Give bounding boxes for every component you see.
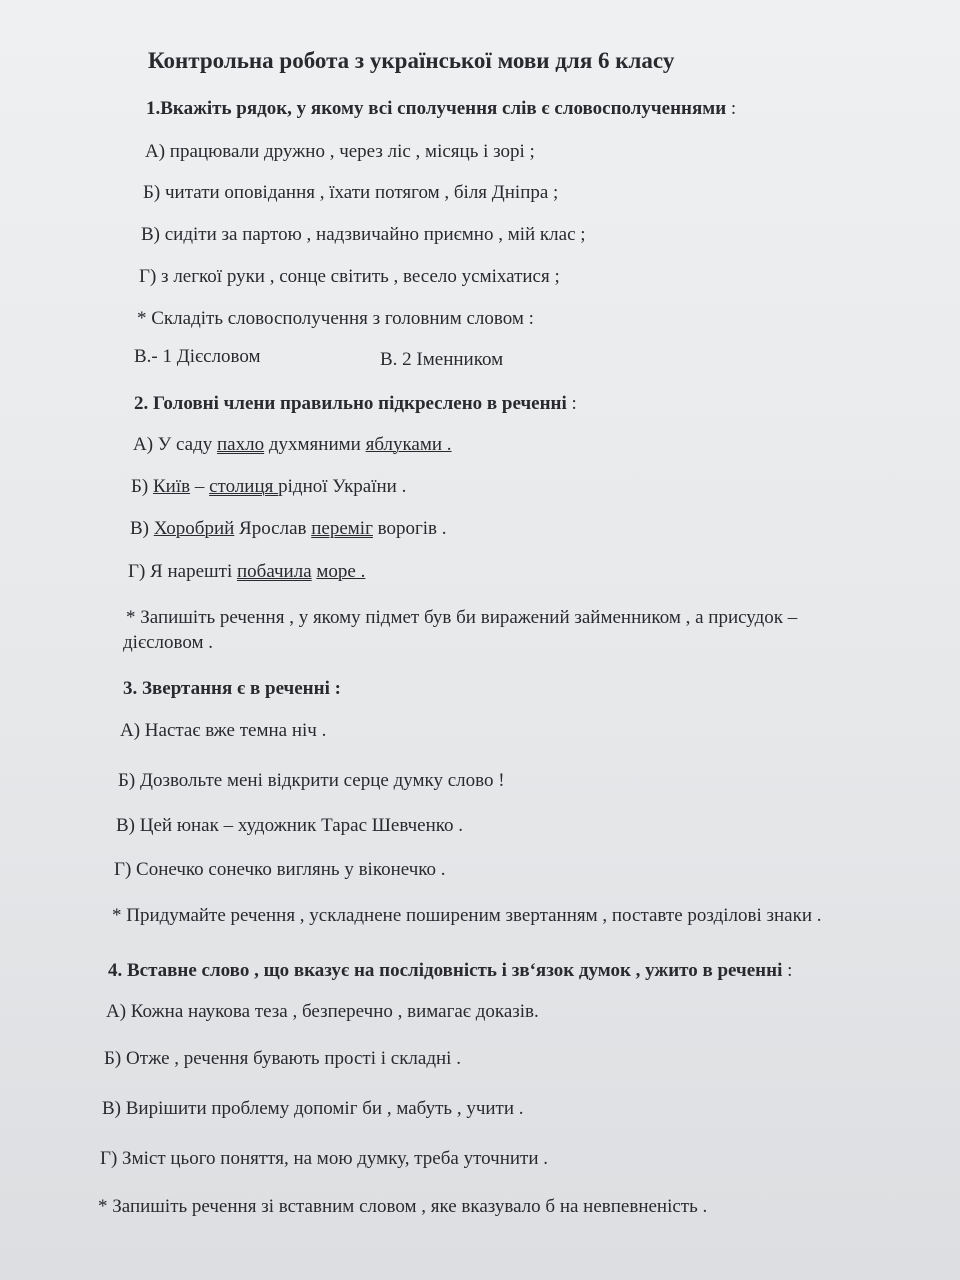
q2-task-line-1: * Запишіть речення , у якому підмет був би виражений займенником , а присудок –	[126, 607, 798, 628]
q2-d-underlined: море .	[316, 561, 366, 582]
q2-c-subject: Хоробрий	[153, 518, 235, 539]
q4-option-a: А) Кожна наукова теза , безперечно , вимагає доказів.	[106, 1001, 539, 1022]
q2-a-predicate: пахло	[217, 434, 265, 455]
q1-option-b: Б) читати оповідання , їхати потягом , біля Дніпра ;	[143, 182, 559, 203]
q4-option-c: В) Вирішити проблему допоміг би , мабуть , учити .	[102, 1098, 524, 1119]
q2-d-text-1: Г) Я нарешті	[128, 561, 237, 582]
q1-option-d: Г) з легкої руки , сонце світить , весело усміхатися ;	[139, 266, 560, 287]
q1-heading	[146, 98, 736, 120]
q2-b-predicate: столиця	[209, 476, 279, 497]
q1-variant-2: В. 2 Іменником	[380, 349, 504, 370]
q2-option-c	[130, 518, 447, 540]
q2-heading	[134, 393, 577, 415]
q2-a-underlined: яблуками .	[365, 434, 452, 455]
q3-option-a: А) Настає вже темна ніч .	[120, 720, 327, 741]
q3-option-c: В) Цей юнак – художник Тарас Шевченко .	[116, 815, 464, 836]
q2-b-text-1: Б)	[131, 476, 153, 497]
q2-option-a	[133, 434, 452, 456]
q2-b-text-3: рідної України .	[278, 476, 407, 497]
q4-heading	[108, 960, 792, 982]
q3-option-b: Б) Дозвольте мені відкрити серце думку слово !	[118, 770, 505, 791]
q3-option-d: Г) Сонечко сонечко виглянь у віконечко .	[114, 859, 446, 880]
q2-colon: :	[566, 393, 577, 414]
q3-task: * Придумайте речення , ускладнене поширеним звертанням , поставте розділові знаки .	[112, 905, 822, 926]
q2-a-text-2: духмяними	[264, 434, 366, 455]
q2-b-text-2: –	[190, 476, 210, 497]
q2-c-text-3: ворогів .	[372, 518, 447, 539]
q1-task: * Складіть словосполучення з головним словом :	[137, 308, 534, 329]
q2-c-text-1: В)	[130, 518, 154, 539]
q2-question: 2. Головні члени правильно підкреслено в реченні	[134, 393, 567, 414]
q4-question: 4. Вставне слово , що вказує на послідовність і зв‘язок думок , ужито в реченні	[108, 960, 783, 981]
q2-d-predicate: побачила	[236, 561, 312, 582]
q2-option-b	[131, 476, 406, 498]
q2-task-line-2: дієсловом .	[123, 632, 214, 653]
q1-colon: :	[726, 98, 737, 119]
q4-option-b: Б) Отже , речення бувають прості і складні .	[104, 1048, 461, 1069]
q2-b-subject: Київ	[153, 476, 191, 497]
q2-c-predicate: переміг	[311, 518, 373, 539]
q2-option-d	[128, 561, 365, 583]
q4-task: * Запишіть речення зі вставним словом , яке вказувало б на невпевненість .	[98, 1196, 708, 1217]
q1-option-a: А) працювали дружно , через ліс , місяць і зорі ;	[145, 141, 535, 162]
q1-option-c: В) сидіти за партою , надзвичайно приємно , мій клас ;	[141, 224, 586, 245]
q2-a-text-1: А) У саду	[133, 434, 218, 455]
q4-option-d: Г) Зміст цього поняття, на мою думку, треба уточнити .	[100, 1148, 549, 1169]
q4-colon: :	[782, 960, 793, 981]
q1-question: 1.Вкажіть рядок, у якому всі сполучення слів є словосполученнями	[146, 98, 727, 119]
q2-c-text-2: Ярослав	[234, 518, 312, 539]
page-title: Контрольна робота з української мови для 6 класу	[148, 48, 675, 73]
q1-variant-1: В.- 1 Дієсловом	[134, 346, 261, 367]
q3-question: 3. Звертання є в реченні :	[123, 678, 341, 699]
